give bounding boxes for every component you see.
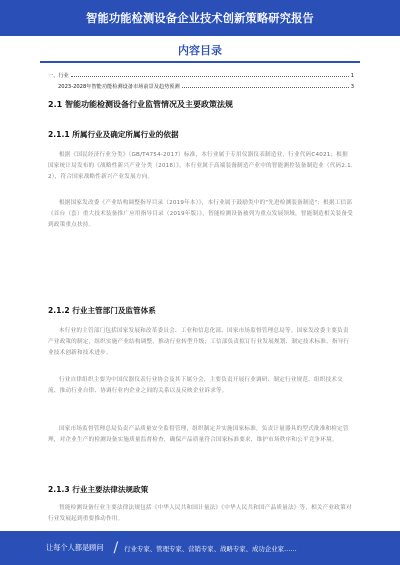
footer-slogan: 让每个人都是顾问 [46,543,104,552]
body-paragraph: 国家市场监督管理总局负责产品质量安全监督管理，组织制定并实施国家标准，负责计量器具的型式批准和检定管理，对企业生产的检测设备实施质量监督检查，确保产品质量符合国家标准要求，维护市场秩序和公平竞争环境。 [48,426,349,443]
toc-leader-dots [71,72,349,77]
toc-item-page: 1 [350,73,354,79]
toc-item-text: 2023-2028年智能功能检测设备市场前景及趋势预测 [58,84,180,90]
footer-experts: 行业专家、管理专家、营销专家、战略专家、成功企业家…… [124,544,297,553]
body-paragraph: 根据国家发改委《产业结构调整指导目录（2019年本）》，本行业属于鼓励类中的"先进检测装备制造"；根据工信部《首台（套）重大技术装备推广应用指导目录（2019年版）》，智能检测设备被列为重点发展领域，智能制造相关装备受到政策重点扶持。 [48,200,353,228]
subsection-heading: 2.1.2 行业主管部门及监管体系 [48,306,156,315]
toc-item-page: 3 [350,84,354,90]
toc-leader-dots [182,83,349,88]
body-paragraph: 行业自律组织主要为中国仪器仪表行业协会及其下属分会，主要负责开展行业调研、制定行业规范、组织技术交流、推动行业自律、协调行业内企业之间的关系以及反映企业诉求等。 [48,377,343,394]
page-footer [0,531,400,565]
toc-title: 内容目录 [178,44,222,57]
toc-item[interactable] [48,83,354,94]
toc-item-text: 一、行业 [48,73,69,79]
report-header [0,0,400,36]
footer-separator-icon: / [113,540,119,556]
toc-divider [40,61,360,63]
section-heading: 2.1 智能功能检测设备行业监管情况及主要政策法规 [48,100,233,109]
body-paragraph: 本行业的主管部门包括国家发展和改革委员会、工业和信息化部、国家市场监督管理总局等。国家发改委主要负责产业政策的制定，组织实施产业结构调整，推动行业转型升级；工信部负责拟订行业发展规划、制定技术标准、指导行业技术创新和技术进步。 [48,328,350,356]
body-paragraph: 智能检测设备行业主要法律法规包括《中华人民共和国计量法》《中华人民共和国产品质量法》等，相关产业政策对行业发展起到重要推动作用。 [48,505,352,522]
subsection-heading: 2.1.3 行业主要法律法规政策 [48,485,149,494]
report-title: 智能功能检测设备企业技术创新策略研究报告 [86,12,314,25]
subsection-heading: 2.1.1 所属行业及确定所属行业的依据 [48,130,179,139]
toc-list [48,72,354,94]
body-paragraph: 根据《国民经济行业分类》（GB/T4754-2017）标准，本行业属于专用仪器仪表制造业，行业代码C4021；根据国家统计局发布的《战略性新兴产业分类（2018）》，本行业属于高端装备制造产业中的智能测控装备制造业（代码2.1.2），符合国家战略性新兴产业发展方向。 [48,152,353,180]
toc-item[interactable] [48,72,354,83]
